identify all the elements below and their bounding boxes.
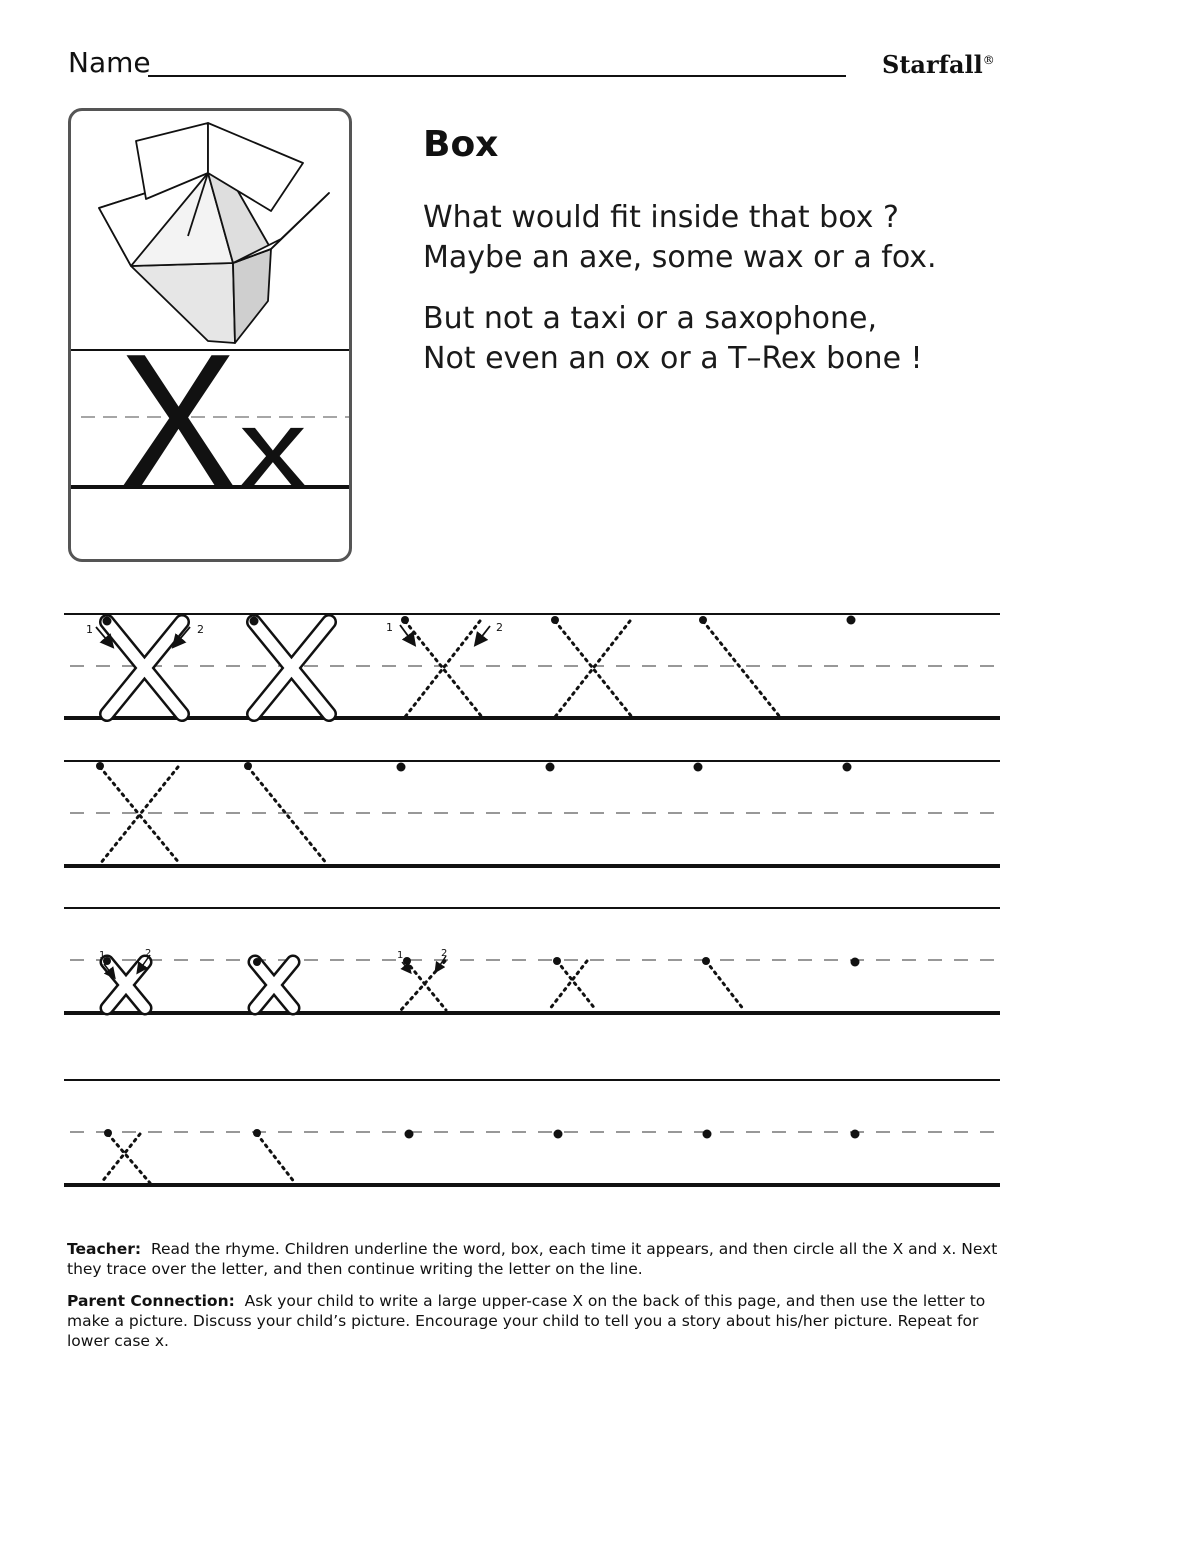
writing-row-2: [64, 761, 1000, 866]
start-dot: [405, 1130, 414, 1139]
stroke-number: 1: [86, 623, 93, 636]
stroke-number: 2: [145, 948, 152, 959]
uppercase-x-half-stroke: [699, 616, 780, 717]
stroke-number: 1: [386, 621, 393, 634]
stroke-number: 2: [441, 948, 448, 959]
teacher-note: [67, 1239, 1002, 1279]
picture-card: [68, 108, 352, 562]
writing-row-1: [64, 614, 1000, 718]
word-title: Box: [423, 124, 499, 165]
parent-label: Parent Connection:: [67, 1292, 235, 1310]
teacher-label: Teacher:: [67, 1240, 142, 1258]
registered-mark: ®: [982, 53, 995, 67]
stroke-number: 1: [397, 950, 404, 961]
brand-name: Starfall: [882, 50, 983, 79]
lowercase-x-outline: [253, 958, 293, 1008]
start-dot: [703, 1130, 712, 1139]
tracing-worksheet[interactable]: [0, 600, 1200, 1200]
writing-row-4: [64, 1080, 1000, 1185]
start-dot: [554, 1130, 563, 1139]
lowercase-x-dotted: [101, 1129, 150, 1183]
rhyme-line: But not a taxi or a saxophone,: [423, 301, 878, 336]
lowercase-x-dotted: [549, 957, 596, 1010]
parent-text: Ask your child to write a large upper-case X on the back of this page, and then use the letter to make a picture. Discuss your child’s picture. Encourage your child to tell you a story about his/her picture. Repeat for lower case x.: [67, 1292, 986, 1350]
teacher-text: Read the rhyme. Children underline the word, box, each time it appears, and then circle all the X and x. Next they trace over the letter, and then continue writing the letter on the line.: [67, 1240, 998, 1278]
rhyme-line: What would fit inside that box ?: [423, 200, 899, 235]
start-dot: [843, 763, 852, 772]
card-art: [71, 111, 349, 559]
lower-letter: x: [239, 387, 307, 510]
instructions: [67, 1239, 1002, 1363]
stroke-number: 2: [197, 623, 204, 636]
stroke-arrows: [386, 616, 503, 644]
start-dot: [847, 616, 856, 625]
brand-logo: [882, 50, 995, 79]
start-dot: [851, 1130, 860, 1139]
lowercase-x-half-stroke: [702, 957, 744, 1010]
start-dot: [546, 763, 555, 772]
rhyme-line: Maybe an axe, some wax or a fox.: [423, 240, 937, 275]
start-dot: [397, 763, 406, 772]
stroke-number: 1: [99, 950, 106, 961]
lowercase-x-half-stroke: [253, 1129, 295, 1183]
rhyme-stanza-2: [423, 299, 923, 379]
upper-letter: X: [119, 315, 237, 527]
start-dot: [851, 958, 860, 967]
name-label: Name: [68, 46, 151, 79]
stroke-number: 2: [496, 621, 503, 634]
name-write-line[interactable]: [148, 75, 846, 77]
parent-note: [67, 1291, 1002, 1351]
uppercase-x-outline: [103, 617, 183, 715]
rhyme-stanza-1: [423, 198, 937, 278]
uppercase-x-dotted: [405, 621, 482, 717]
start-dot: [694, 763, 703, 772]
writing-row-3: [64, 908, 1000, 1013]
lowercase-x-outline: [103, 957, 145, 1008]
box-icon: [99, 123, 329, 343]
rhyme-line: Not even an ox or a T–Rex bone !: [423, 341, 923, 376]
